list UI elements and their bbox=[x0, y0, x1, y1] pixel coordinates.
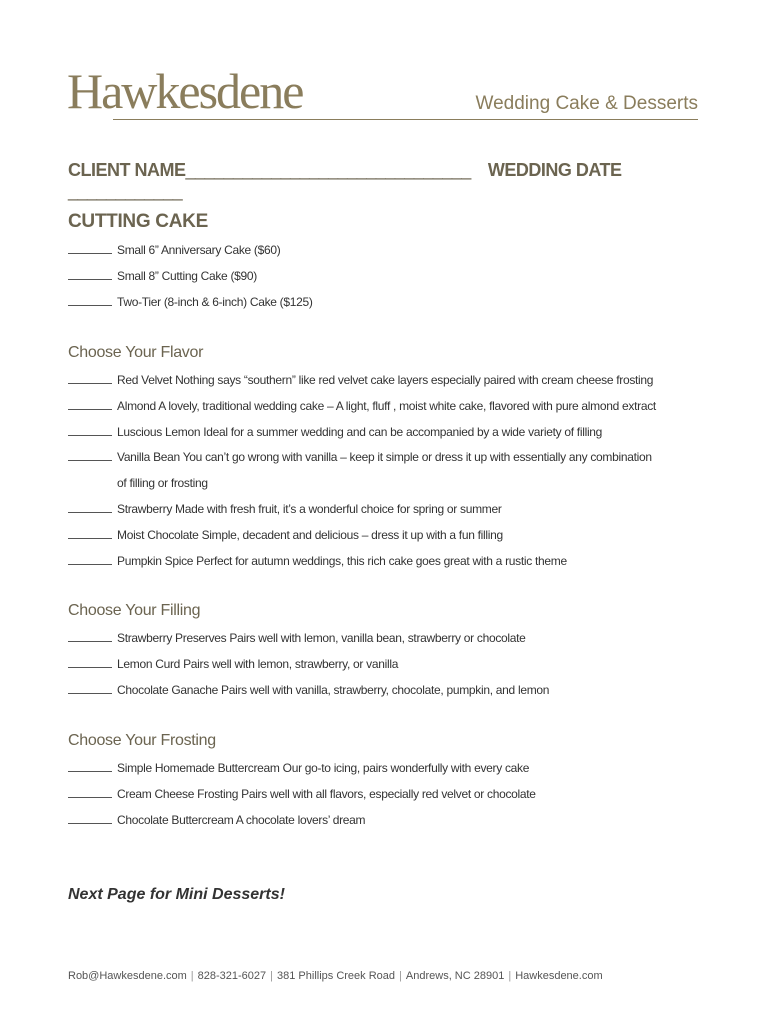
list-item bbox=[68, 425, 602, 439]
item-label: Moist Chocolate Simple, decadent and delicious – dress it up with a fun filling bbox=[117, 528, 503, 542]
list-item bbox=[68, 761, 529, 775]
item-label: Luscious Lemon Ideal for a summer wedding and can be accompanied by a wide variety of filling bbox=[117, 425, 603, 439]
wedding-date-label: WEDDING DATE bbox=[487, 160, 622, 180]
item-label: Lemon Curd Pairs well with lemon, strawberry, or vanilla bbox=[117, 657, 399, 671]
list-item bbox=[68, 787, 536, 801]
list-item bbox=[68, 243, 280, 257]
item-label: Small 6” Anniversary Cake ($60) bbox=[117, 243, 281, 257]
checkbox-line[interactable] bbox=[68, 435, 112, 436]
list-item bbox=[68, 399, 656, 413]
list-item bbox=[68, 657, 398, 671]
checkbox-line[interactable] bbox=[68, 693, 112, 694]
checkbox-line[interactable] bbox=[68, 383, 112, 384]
footer-phone: 828-321-6027 bbox=[197, 970, 267, 982]
footer-separator: | bbox=[190, 970, 194, 982]
list-item bbox=[68, 450, 652, 464]
item-label: Almond A lovely, traditional wedding cake – A light, fluff , moist white cake, flavored with pure almond extract bbox=[117, 399, 656, 413]
item-label: Pumpkin Spice Perfect for autumn weddings, this rich cake goes great with a rustic theme bbox=[117, 554, 567, 568]
client-name-field[interactable]: ______________________________ bbox=[185, 160, 471, 180]
item-label: Two-Tier (8-inch & 6-inch) Cake ($125) bbox=[117, 295, 313, 309]
item-label: Small 8” Cutting Cake ($90) bbox=[117, 269, 257, 283]
checkbox-line[interactable] bbox=[68, 797, 112, 798]
list-item bbox=[68, 373, 653, 387]
checkbox-line[interactable] bbox=[68, 253, 112, 254]
client-row bbox=[68, 160, 708, 202]
next-page-note: Next Page for Mini Desserts! bbox=[68, 886, 285, 903]
checkbox-line[interactable] bbox=[68, 667, 112, 668]
checkbox-line[interactable] bbox=[68, 538, 112, 539]
header-rule bbox=[113, 119, 698, 120]
footer-separator: | bbox=[270, 970, 274, 982]
item-label: Chocolate Buttercream A chocolate lovers’ dream bbox=[117, 813, 366, 827]
wedding-date-field[interactable]: ____________ bbox=[68, 181, 183, 201]
footer-city: Andrews, NC 28901 bbox=[405, 970, 505, 982]
list-item-continuation bbox=[68, 476, 208, 490]
list-item bbox=[68, 554, 567, 568]
list-item bbox=[68, 502, 502, 516]
footer-separator: | bbox=[508, 970, 512, 982]
client-name-label: CLIENT NAME bbox=[68, 160, 186, 180]
item-label: Chocolate Ganache Pairs well with vanilla, strawberry, chocolate, pumpkin, and lemon bbox=[117, 683, 550, 697]
checkbox-line[interactable] bbox=[68, 460, 112, 461]
item-label: Strawberry Preserves Pairs well with lemon, vanilla bean, strawberry or chocolate bbox=[117, 631, 526, 645]
item-label: of filling or frosting bbox=[117, 476, 208, 490]
page-subtitle: Wedding Cake & Desserts bbox=[475, 93, 698, 114]
checkbox-line[interactable] bbox=[68, 771, 112, 772]
item-label: Red Velvet Nothing says “southern” like red velvet cake layers especially paired with cream cheese frosting bbox=[117, 373, 654, 387]
footer-email[interactable]: Rob@Hawkesdene.com bbox=[68, 970, 187, 982]
list-item bbox=[68, 683, 549, 697]
list-item bbox=[68, 295, 313, 309]
list-item bbox=[68, 269, 257, 283]
footer-site[interactable]: Hawkesdene.com bbox=[515, 970, 603, 982]
cutting-cake-title: CUTTING CAKE bbox=[68, 211, 208, 232]
checkbox-line[interactable] bbox=[68, 279, 112, 280]
checkbox-line[interactable] bbox=[68, 409, 112, 410]
item-label: Cream Cheese Frosting Pairs well with all flavors, especially red velvet or chocolate bbox=[117, 787, 536, 801]
footer bbox=[68, 970, 603, 982]
list-item bbox=[68, 813, 365, 827]
list-item bbox=[68, 631, 526, 645]
checkbox-line[interactable] bbox=[68, 305, 112, 306]
frosting-title: Choose Your Frosting bbox=[68, 732, 216, 749]
item-label: Vanilla Bean You can’t go wrong with vanilla – keep it simple or dress it up with essentially any combination bbox=[117, 450, 652, 464]
list-item bbox=[68, 528, 503, 542]
checkbox-line[interactable] bbox=[68, 512, 112, 513]
checkbox-line[interactable] bbox=[68, 641, 112, 642]
footer-address: 381 Phillips Creek Road bbox=[277, 970, 396, 982]
logo: Hawkesdene bbox=[67, 63, 303, 119]
footer-separator: | bbox=[399, 970, 402, 982]
filling-title: Choose Your Filling bbox=[68, 602, 201, 619]
item-label: Strawberry Made with fresh fruit, it’s a wonderful choice for spring or summer bbox=[117, 502, 502, 516]
checkbox-line[interactable] bbox=[68, 564, 112, 565]
checkbox-line[interactable] bbox=[68, 823, 112, 824]
flavor-title: Choose Your Flavor bbox=[68, 344, 204, 361]
item-label: Simple Homemade Buttercream Our go-to icing, pairs wonderfully with every cake bbox=[117, 761, 530, 775]
